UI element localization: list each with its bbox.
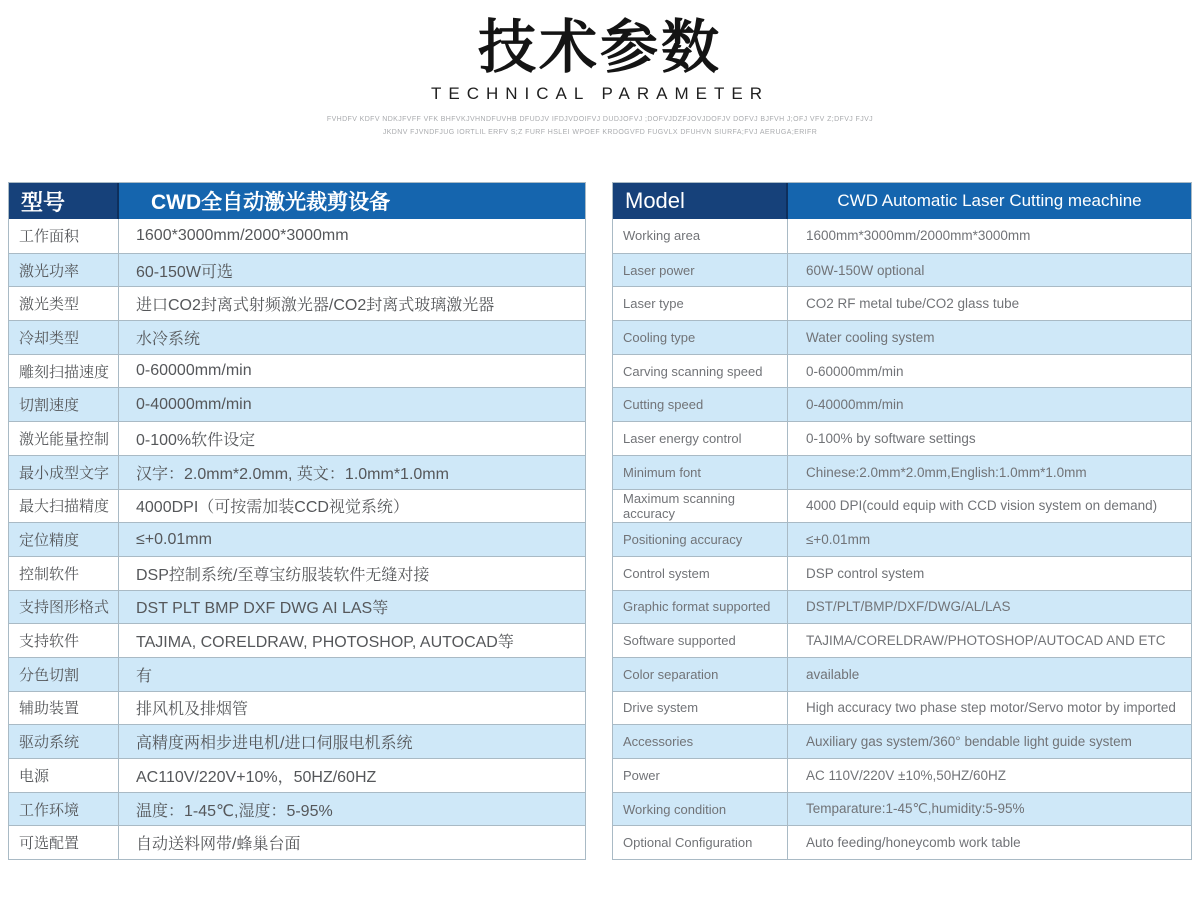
spec-value: 高精度两相步进电机/进口伺服电机系统	[136, 735, 413, 753]
table-row	[613, 691, 1191, 725]
table-row	[613, 354, 1191, 388]
table-row	[613, 792, 1191, 826]
table-row	[9, 286, 585, 320]
spec-label: Cutting speed	[613, 388, 788, 421]
page-subtitle: TECHNICAL PARAMETER	[431, 83, 769, 103]
spec-label: 驱动系统	[9, 725, 119, 758]
spec-value: CO2 RF metal tube/CO2 glass tube	[806, 296, 1020, 312]
spec-value: 0-40000mm/min	[136, 395, 252, 413]
spec-label: Laser power	[613, 254, 788, 287]
spec-label: 冷却类型	[9, 321, 119, 354]
spec-value: 0-60000mm/min	[136, 362, 252, 380]
table-row	[613, 522, 1191, 556]
table-row	[9, 387, 585, 421]
spec-value: DST PLT BMP DXF DWG AI LAS等	[136, 600, 389, 618]
table-row	[9, 522, 585, 556]
spec-label: Optional Configuration	[613, 826, 788, 859]
table-row	[613, 286, 1191, 320]
table-row	[613, 320, 1191, 354]
spec-value: 温度：1-45℃,湿度：5-95%	[136, 802, 333, 820]
spec-label: Carving scanning speed	[613, 355, 788, 388]
spec-value: AC 110V/220V ±10%,50HZ/60HZ	[806, 767, 1007, 783]
spec-value: High accuracy two phase step motor/Servo motor by imported	[806, 700, 1176, 716]
table-row	[9, 354, 585, 388]
table-row	[9, 253, 585, 287]
spec-label: 支持软件	[9, 624, 119, 657]
spec-label: 支持图形格式	[9, 591, 119, 624]
table-row	[9, 489, 585, 523]
spec-value: 0-40000mm/min	[806, 397, 904, 413]
spec-table-english	[612, 182, 1192, 860]
spec-value: Temparature:1-45℃,humidity:5-95%	[806, 801, 1025, 817]
spec-label: Laser energy control	[613, 422, 788, 455]
spec-value: Auto feeding/honeycomb work table	[806, 835, 1021, 851]
table-row	[613, 219, 1191, 253]
table-row	[9, 421, 585, 455]
spec-label: 最大扫描精度	[9, 490, 119, 523]
spec-value: 60-150W可选	[136, 263, 233, 281]
model-header-value: CWD全自动激光裁剪设备	[119, 183, 585, 219]
title-block	[0, 0, 1200, 139]
spec-value: TAJIMA/CORELDRAW/PHOTOSHOP/AUTOCAD AND ETC	[806, 633, 1166, 649]
table-row	[9, 590, 585, 624]
spec-value: 4000DPI（可按需加装CCD视觉系统）	[136, 499, 409, 517]
spec-value: Auxiliary gas system/360° bendable light guide system	[806, 734, 1132, 750]
table-row	[613, 387, 1191, 421]
spec-label: 分色切割	[9, 658, 119, 691]
model-header-label: 型号	[9, 183, 119, 219]
spec-label: Software supported	[613, 624, 788, 657]
decorative-text-line-1: FVHDFV KDFV NDKJFVFF VFK BHFVKJVHNDFUVHB DFUDJV IFDJVDOIFVJ DUDJOFVJ ;DOFVJDZFJOVJDOFJV DOFVJ BJFVH J;OFJ VFV Z;DFVJ FJVJ	[326, 115, 874, 123]
table-row	[9, 455, 585, 489]
table-row	[613, 421, 1191, 455]
spec-label: Positioning accuracy	[613, 523, 788, 556]
spec-label: Working condition	[613, 793, 788, 826]
table-row	[9, 657, 585, 691]
table-row	[613, 253, 1191, 287]
spec-value: 1600mm*3000mm/2000mm*3000mm	[806, 228, 1031, 244]
table-row	[9, 691, 585, 725]
spec-value: 水冷系统	[136, 330, 201, 348]
spec-value: 60W-150W optional	[806, 262, 925, 278]
spec-value: 4000 DPI(could equip with CCD vision system on demand)	[806, 498, 1158, 514]
spec-label: 激光能量控制	[9, 422, 119, 455]
spec-label: 辅助装置	[9, 692, 119, 725]
spec-label: Working area	[613, 219, 788, 253]
spec-value: 进口CO2封离式射频激光器/CO2封离式玻璃激光器	[136, 297, 495, 315]
spec-label: Laser type	[613, 287, 788, 320]
table-row	[613, 590, 1191, 624]
spec-label: Control system	[613, 557, 788, 590]
spec-value: 0-60000mm/min	[806, 363, 904, 379]
table-row	[9, 792, 585, 826]
spec-label: 雕刻扫描速度	[9, 355, 119, 388]
spec-label: 最小成型文字	[9, 456, 119, 489]
spec-value: 1600*3000mm/2000*3000mm	[136, 226, 349, 244]
table-row	[9, 623, 585, 657]
spec-label: Minimum font	[613, 456, 788, 489]
table-row	[9, 758, 585, 792]
spec-value: 有	[136, 667, 153, 685]
table-body-chinese	[9, 219, 585, 859]
spec-label: 可选配置	[9, 826, 119, 859]
spec-value: 0-100%软件设定	[136, 431, 256, 449]
table-row	[9, 320, 585, 354]
page-title: 技术参数	[477, 15, 722, 80]
model-header-label: Model	[613, 183, 788, 219]
table-row	[9, 556, 585, 590]
spec-label: 激光类型	[9, 287, 119, 320]
spec-value: TAJIMA, CORELDRAW, PHOTOSHOP, AUTOCAD等	[136, 634, 514, 652]
spec-label: 工作面积	[9, 219, 119, 253]
table-row	[9, 825, 585, 859]
spec-label: Graphic format supported	[613, 591, 788, 624]
table-header-chinese	[9, 183, 585, 219]
spec-label: 工作环境	[9, 793, 119, 826]
spec-label: Maximum scanning accuracy	[613, 490, 788, 523]
spec-value: ≤+0.01mm	[806, 532, 871, 548]
decorative-text-line-2: JKDNV FJVNDFJUG IORTLIL ERFV S;Z FURF HSLEI WPOEF KRDOGVFD FUGVLX DFUHVN SIURFA;FVJ AERUGA;ERIFR	[382, 128, 818, 136]
table-row	[613, 724, 1191, 758]
spec-value: 自动送料网带/蜂巢台面	[136, 836, 301, 854]
spec-value: 排风机及排烟管	[136, 701, 249, 719]
table-body-english	[613, 219, 1191, 859]
spec-value: ≤+0.01mm	[136, 530, 212, 548]
spec-value: DST/PLT/BMP/DXF/DWG/AL/LAS	[806, 599, 1011, 615]
spec-label: Accessories	[613, 725, 788, 758]
spec-value: DSP控制系统/至尊宝纺服装软件无缝对接	[136, 566, 430, 584]
spec-label: Color separation	[613, 658, 788, 691]
spec-tables	[8, 182, 1192, 860]
spec-label: 控制软件	[9, 557, 119, 590]
table-row	[613, 657, 1191, 691]
model-header-value: CWD Automatic Laser Cutting meachine	[788, 183, 1191, 219]
spec-value: 0-100% by software settings	[806, 430, 976, 446]
spec-label: 电源	[9, 759, 119, 792]
spec-value: DSP control system	[806, 565, 925, 581]
table-row	[613, 623, 1191, 657]
spec-value: available	[806, 666, 860, 682]
spec-value: 汉字：2.0mm*2.0mm, 英文：1.0mm*1.0mm	[136, 465, 449, 483]
table-header-english	[613, 183, 1191, 219]
spec-label: Cooling type	[613, 321, 788, 354]
spec-label: 激光功率	[9, 254, 119, 287]
table-row	[613, 455, 1191, 489]
spec-value: Chinese:2.0mm*2.0mm,English:1.0mm*1.0mm	[806, 464, 1087, 480]
table-row	[613, 556, 1191, 590]
table-row	[9, 219, 585, 253]
table-row	[613, 758, 1191, 792]
spec-label: Drive system	[613, 692, 788, 725]
table-row	[9, 724, 585, 758]
spec-label: 切割速度	[9, 388, 119, 421]
spec-value: AC110V/220V+10%，50HZ/60HZ	[136, 768, 377, 786]
spec-value: Water cooling system	[806, 329, 935, 345]
spec-table-chinese	[8, 182, 586, 860]
spec-label: 定位精度	[9, 523, 119, 556]
spec-label: Power	[613, 759, 788, 792]
table-row	[613, 489, 1191, 523]
table-row	[613, 825, 1191, 859]
